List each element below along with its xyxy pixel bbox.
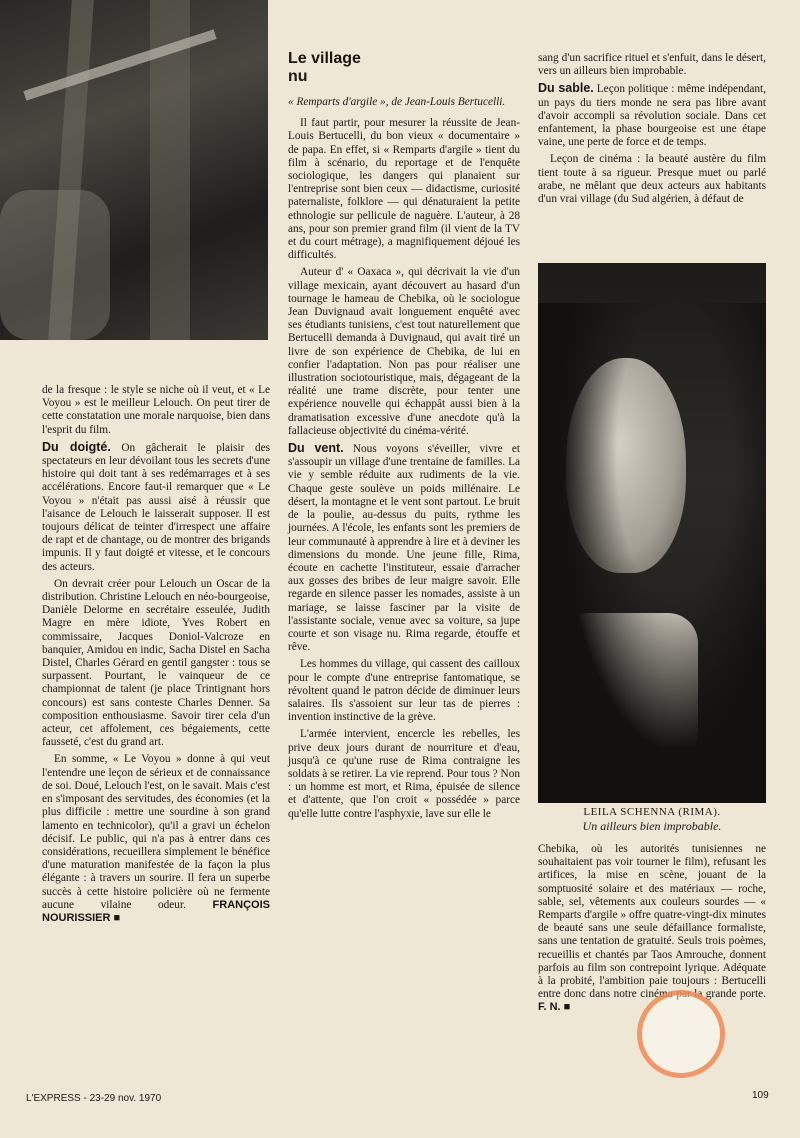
caption-name: LEILA SCHENNA (RIMA). (583, 806, 721, 818)
headline-line-2: nu (288, 68, 308, 85)
section-heading: Du vent. (288, 441, 344, 456)
paragraph: Du vent. Nous voyons s'éveiller, vivre et s'assoupir un village d'une trentaine de familles. La vie y semble réduite aux rudiments de la vie. Chaque geste soulève un poids millénaire. Le désert, la montagne et le vent sont partout. Le bruit de la poulie, au-dessus du puits, rythme les journées. A l'école, les enfants sont les premiers de leur communauté à apprendre à lire et à deviner les dimensions du monde. Une jeune fille, Rima, écoute en cachette l'instituteur, essaie d'arracher aux gosses des bribes de leur maigre savoir. Elle regarde en silence passer les nomades, assiste à un mariage, se laisse fasciner par la visite de l'assistante sociale, venue avec sa voiture, sa jupe courte et son visage nu. Rima regarde, étouffe et rêve. (288, 441, 521, 654)
film-still-photo (0, 0, 268, 340)
section-heading: Du doigté. (42, 439, 111, 454)
paragraph: L'armée intervient, encercle les rebelles, les prive deux jours durant de nourriture et d'eau, jusqu'à ce qu'une ruse de Rima contraigne les soldats à se retirer. La vie reprend. Pour tous ? Non : un homme est mort, et Rima, épuisée de silence et d'attente, que l'on croit « possédée » parce qu'elle lutte contre l'asphyxie, lave sur elle le (288, 728, 520, 820)
caption-text: Un ailleurs bien improbable. (582, 819, 722, 833)
portrait-photo (538, 263, 766, 803)
author-signature: FRANÇOIS NOURISSIER ■ (42, 898, 270, 924)
photo-caption (538, 805, 766, 833)
page-number: 109 (752, 1090, 769, 1101)
paragraph: Il faut partir, pour mesurer la réussite de Jean-Louis Bertucelli, du bon vieux « documentaire » de papa. En effet, si « Remparts d'argile » tient du film à scénario, du reportage et de l'enquête sociologique, les dangers qui planaient sur l'entreprise sont bien ceux — didactisme, curiosité paternaliste, folklore — qui dénaturaient la petite ethnologie sur pellicule de naguère. L'auteur, à 28 ans, pour son premier grand film (il vient de la TV et du court métrage), a magnifiquement déjoué les difficultés. (288, 117, 520, 262)
left-column (42, 384, 270, 929)
paragraph: Les hommes du village, qui cassent des cailloux pour le compte d'une entreprise fantomatique, se révoltent quand le patron décide de diminuer leurs salaires. Ils s'assoient sur leur tas de pierres : invention instinctive de la grève. (288, 658, 520, 724)
paragraph: Auteur d' « Oaxaca », qui décrivait la vie d'un village mexicain, ayant découvert au hasard d'un tournage le hameau de Chebika, où le sociologue Jean Duvignaud avait longuement enquêté avec ses étudiants tunisiens, c'est tout naturellement que Bertucelli demanda à Duvignaud, qui avait tiré un livre de son expérience de Chebika, de lui en confier l'adaptation. Non pas pour réaliser une illustration sociotouristique, mais, dégageant de la réalité une trame discrète, pour tenter une expérience nouvelle qui échappât aussi bien à la dramatisation excessive d'une anecdote qu'à la fallacieuse objectivité du cinéma-vérité. (288, 266, 520, 437)
author-signature: F. N. ■ (538, 1001, 571, 1014)
right-column-top (538, 52, 766, 210)
paragraph: On devrait créer pour Lelouch un Oscar de la distribution. Christine Lelouch en néo-bourgeoise, Danièle Delorme en secrétaire esseulée, Judith Magre en mère idiote, Yves Robert en commissaire, Jacques Doniol-Valcroze en banquier, Amidou en indic, Sacha Distel en Sacha Distel, Charles Gérard en gentil gangster : tous se surpassent. Pourtant, le vainqueur de ce championnat de talent (je place Trintignant hors concours) est sans conteste Charles Denner. Sa composition enthousiasme. Savoir tirer cela d'un acteur, cet affolement, ces bégaiements, cette fausseté, c'est du grand art. (42, 577, 270, 749)
hair-shape (538, 303, 766, 803)
middle-column (288, 96, 520, 825)
paragraph: Du sable. Leçon politique : même indépendant, un pays du tiers monde ne sera pas libre avant d'avoir accompli sa révolution sociale. Dans cet enfantement, la phase bourgeoise est une étape vaine, une perte de force et de temps. (538, 81, 766, 149)
section-heading: Du sable. (538, 81, 594, 96)
paragraph: Chebika, où les autorités tunisiennes ne souhaitaient pas voir tourner le film), refusant les artifices, la mise en scène, jouant de la somptuosité solaire et des matériaux — roche, sable, sel, vêtements aux couleurs sourdes — « Remparts d'argile » offre quatre-vingt-dix minutes de beauté sans une seule défaillance formaliste, sans une tentation de gratuité. Seuls trois poèmes, recueillis et chantés par Taos Amrouche, donnent parfois au film son contrepoint lyrique. Adéquate à la probité, l'ambition paie toujours : Bertucelli entre donc dans notre cinéma par la grande porte. F. N. ■ (538, 843, 766, 1014)
paragraph: En somme, « Le Voyou » donne à qui veut l'entendre une leçon de sérieux et de connaissance de soi. Doué, Lelouch l'est, on le savait. Mais c'est en s'imposant des servitudes, des économies (et la plus difficile : mettre une sourdine à son grand lamento en technicolor), qu'il a gravi un échelon décisif. Le public, qui n'a pas à entrer dans ces considérations, recueillera simplement le bénéfice d'une maturation manifestée de la façon la plus élégante : à travers un sourire. Il fera un superbe succès à cette histoire policière où ne fermente aucune vilaine odeur. FRANÇOIS NOURISSIER ■ (42, 753, 270, 924)
headline-line-1: Le village (288, 50, 361, 67)
right-column-bottom (538, 843, 766, 1019)
article-subtitle: « Remparts d'argile », de Jean-Louis Bertucelli. (288, 96, 506, 108)
publication-footer: L'EXPRESS - 23-29 nov. 1970 (26, 1093, 162, 1104)
paragraph: de la fresque : le style se niche où il veut, et « Le Voyou » est le meilleur Lelouch. On peut tirer de cette constatation une morale narquoise, bien dans l'esprit du film. (42, 384, 270, 436)
library-stamp (637, 990, 725, 1078)
paragraph: Leçon de cinéma : la beauté austère du film tient toute à sa rigueur. Presque muet ou parlé arabe, ne mêlant que deux acteurs aux habitants d'un vrai village (du Sud algérien, à défaut de (538, 153, 766, 206)
article-headline (288, 50, 361, 86)
paragraph: sang d'un sacrifice rituel et s'enfuit, dans le désert, vers un ailleurs bien improbable. (538, 52, 766, 78)
paragraph: Du doigté. On gâcherait le plaisir des spectateurs en leur dévoilant tous les secrets d'une histoire qui doit tant à ses redémarrages et à ses accélérations. Encore faut-il remarquer que « Le Voyou » n'était pas aussi aisé à réussir que l'aisance de Lelouch le laisserait supposer. Il est toujours délicat de teinter d'irrespect une affaire de rapt et de chantage, ou de montrer des brigands impunis. Il y faut doigté et vitesse, et le concours des acteurs. (42, 439, 270, 573)
